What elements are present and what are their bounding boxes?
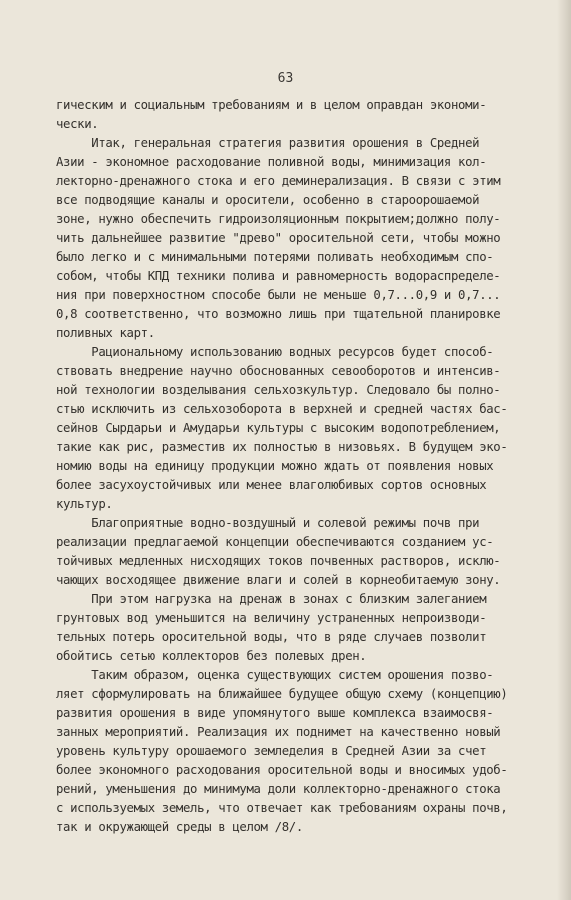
text-line: ствовать внедрение научно обоснованных севооборотов и интенсив- <box>56 364 501 378</box>
text-line: ляет сформулировать на ближайшее будущее общую схему (концепцию) <box>56 687 508 701</box>
text-line: развития орошения в виде упомянутого выше комплекса взаимосвя- <box>56 706 494 720</box>
text-line: зоне, нужно обеспечить гидроизоляционным покрытием;должно полу- <box>56 212 501 226</box>
page-number: 63 <box>277 71 294 86</box>
text-line: Итак, генеральная стратегия развития орошения в Средней <box>56 136 480 150</box>
body-text <box>56 96 526 837</box>
text-line: лекторно-дренажного стока и его деминерализация. В связи с этим <box>56 174 501 188</box>
text-line: тельных потерь оросительной воды, что в ряде случаев позволит <box>56 630 487 644</box>
text-line: чески. <box>56 117 99 131</box>
text-line: грунтовых вод уменьшится на величину устраненных непроизводи- <box>56 611 487 625</box>
text-line: Таким образом, оценка существующих систем орошения позво- <box>56 668 494 682</box>
text-line: гическим и социальным требованиям и в целом оправдан экономи- <box>56 98 487 112</box>
text-line: Азии - экономное расходование поливной воды, минимизация кол- <box>56 155 487 169</box>
text-line: более засухоустойчивых или менее влаголюбивых сортов основных <box>56 478 487 492</box>
text-line: тойчивых медленных нисходящих токов почвенных растворов, исклю- <box>56 554 501 568</box>
text-line: было легко и с минимальными потерями поливать необходимым спо- <box>56 250 494 264</box>
text-line: более экономного расходования оросительной воды и вносимых удоб- <box>56 763 508 777</box>
text-line: собом, чтобы КПД техники полива и равномерность водораспределе- <box>56 269 501 283</box>
text-line: поливных карт. <box>56 326 155 340</box>
text-line: чить дальнейшее развитие "древо" оросительной сети, чтобы можно <box>56 231 501 245</box>
text-line: 0,8 соответственно, что возможно лишь при тщательной планировке <box>56 307 501 321</box>
text-line: стью исключить из сельхозоборота в верхней и средней частях бас- <box>56 402 508 416</box>
text-line: культур. <box>56 497 113 511</box>
text-line: ния при поверхностном способе были не меньше 0,7...0,9 и 0,7... <box>56 288 501 302</box>
text-line: Рациональному использованию водных ресурсов будет способ- <box>56 345 494 359</box>
text-line: номию воды на единицу продукции можно ждать от появления новых <box>56 459 494 473</box>
text-line: Благоприятные водно-воздушный и солевой режимы почв при <box>56 516 480 530</box>
text-line: все подводящие каналы и оросители, особенно в староорошаемой <box>56 193 480 207</box>
text-line: занных мероприятий. Реализация их поднимет на качественно новый <box>56 725 501 739</box>
text-line: обойтись сетью коллекторов без полевых дрен. <box>56 649 367 663</box>
text-line: чающих восходящее движение влаги и солей в корнеобитаемую зону. <box>56 573 501 587</box>
text-line: сейнов Сырдарьи и Амударьи культуры с высоким водопотреблением, <box>56 421 501 435</box>
text-line: ной технологии возделывания сельхозкультур. Следовало бы полно- <box>56 383 501 397</box>
text-line: рений, уменьшения до минимума доли коллекторно-дренажного стока <box>56 782 501 796</box>
text-line: такие как рис, разместив их полностью в низовьях. В будущем эко- <box>56 440 508 454</box>
text-line: так и окружающей среды в целом /8/. <box>56 820 303 834</box>
text-line: При этом нагрузка на дренаж в зонах с близким залеганием <box>56 592 487 606</box>
text-line: уровень культуру орошаемого земледелия в Средней Азии за счет <box>56 744 487 758</box>
text-line: с используемых земель, что отвечает как требованиям охраны почв, <box>56 801 508 815</box>
page-edge-shadow <box>557 0 571 900</box>
text-line: реализации предлагаемой концепции обеспечиваются созданием ус- <box>56 535 494 549</box>
